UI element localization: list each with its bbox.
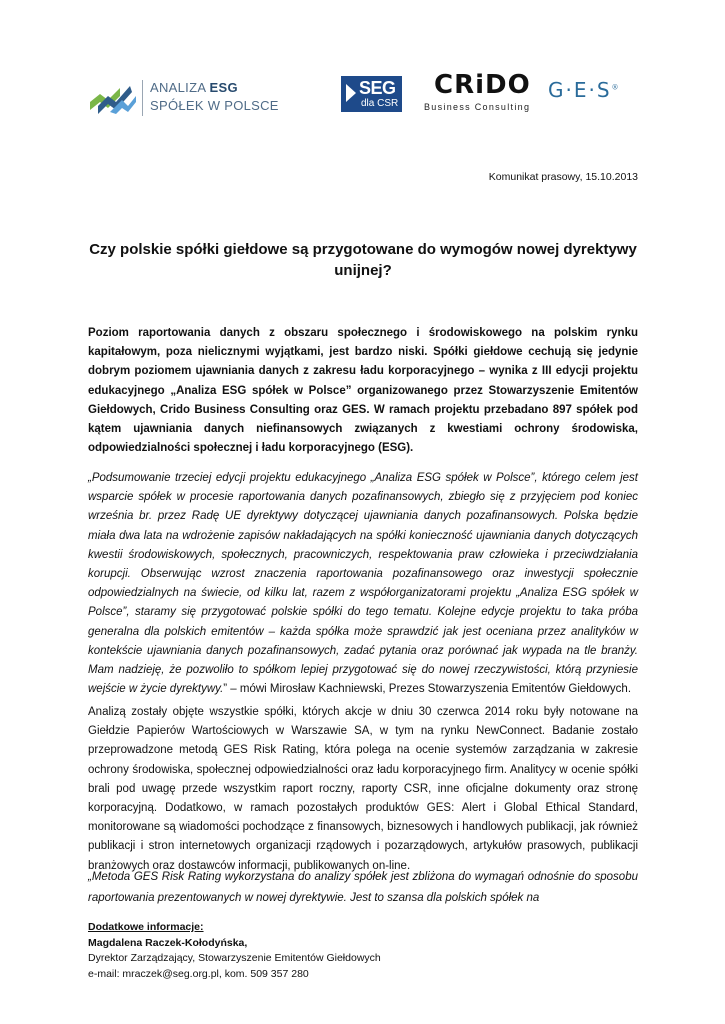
crido-logo-text: CRiDO	[434, 70, 531, 100]
seg-arrow-icon	[344, 82, 358, 104]
lead-paragraph: Poziom raportowania danych z obszaru społecznego i środowiskowego na polskim rynku kapitałowym, poza nielicznymi wyjątkami, jest bardzo niski. Spółki giełdowe cechują się jedynie dobrym poziomem ujawniania danych z zakresu ładu korporacyjnego – wynika z III edycji projektu edukacyjnego „Analiza ESG spółek w Polsce” organizowanego przez Stowarzyszenie Emitentów Giełdowych, Crido Business Consulting oraz GES. W ramach projektu przebadano 897 spółek pod kątem ujawniania danych niefinansowych związanych z kwestiami ochrony środowiska, odpowiedzialności społecznej i ładu korporacyjnego (ESG).	[88, 327, 638, 455]
analiza-esg-logo	[90, 78, 279, 118]
seg-logo-subtext: dla CSR	[361, 98, 399, 109]
crido-logo-subtext: Business Consulting	[424, 102, 531, 112]
esg-chart-icon	[90, 82, 136, 114]
contact-heading: Dodatkowe informacje:	[88, 921, 204, 933]
crido-logo	[424, 72, 534, 116]
quote-paragraph: „Podsumowanie trzeciej edycji projektu edukacyjnego „Analiza ESG spółek w Polsce”, którego celem jest wsparcie spółek w procesie raportowania danych pozafinansowych, zbiegło się z przyjęciem pod koniec września br. przez Radę UE dyrektywy dotyczącej ujawniania danych pozafinansowych. Polska będzie miała dwa lata na wdrożenie zapisów nakładających na spółki konieczność ujawniania danych dotyczących kwestii środowiskowych, społecznych, pracowniczych, respektowania praw człowieka i przeciwdziałania korupcji. Obserwując wzrost znaczenia raportowania pozafinansowego oraz inwestycji społecznie odpowiedzialnych na świecie, od kilku lat, razem z współorganizatorami projektu „Analiza ESG spółek w Polsce”, staramy się przygotować polskie spółki do tego tematu. Kolejne edycje projektu to taka próba generalna dla polskich emitentów – każda spółka może sprawdzić jak jest oceniana przez analityków w kontekście ujawniania danych pozafinansowych, zadać pytania oraz porównać jak wypada na tle branży. Mam nadzieję, że pozwoliło to spółkom lepiej przygotować się do nowej rzeczywistości, którą przyniesie wejście w życie dyrektywy.” – mówi Mirosław Kachniewski, Prezes Stowarzyszenia Emitentów Giełdowych.	[88, 472, 638, 696]
logo-esg-line1: ANALIZA ESG	[150, 80, 238, 95]
seg-logo-text: SEG	[359, 78, 396, 98]
logo-bar	[0, 70, 725, 120]
contact-name: Magdalena Raczek-Kołodyńska,	[88, 936, 248, 949]
press-release-date: Komunikat prasowy, 15.10.2013	[488, 171, 638, 183]
second-quote-paragraph: „Metoda GES Risk Rating wykorzystana do analizy spółek jest zbliżona do wymagań odnośnie do sposobu raportowania prezentowanych w nowej dyrektywie. Jest to szansa dla polskich spółek na	[88, 871, 638, 904]
logo-divider	[142, 80, 143, 116]
document-title: Czy polskie spółki giełdowe są przygotowane do wymogów nowej dyrektywy unijnej?	[89, 241, 637, 279]
logo-esg-line2: SPÓŁEK W POLSCE	[150, 98, 279, 113]
ges-logo: G·E·S®	[548, 78, 621, 102]
contact-block	[88, 920, 381, 982]
contact-email[interactable]: e-mail: mraczek@seg.org.pl, kom. 509 357 280	[88, 967, 309, 980]
contact-role: Dyrektor Zarządzający, Stowarzyszenie Emitentów Giełdowych	[88, 952, 381, 965]
seg-logo	[341, 76, 402, 112]
body-paragraph: Analizą zostały objęte wszystkie spółki, których akcje w dniu 30 czerwca 2014 roku były notowane na Giełdzie Papierów Wartościowych w Warszawie SA, w tym na rynku NewConnect. Badanie zostało przeprowadzone metodą GES Risk Rating, która polega na ocenie systemów zarządzania w zakresie ochrony środowiska, społecznej odpowiedzialności oraz ładu korporacyjnego firm. Analitycy w ocenie spółki brali pod uwagę przede wszystkim raport roczny, raporty CSR, inne oficjalne dokumenty oraz stronę korporacyjną. Dodatkowo, w ramach pozostałych produktów GES: Alert i Global Ethical Standard, monitorowane są wiadomości pochodzące z finansowych, biznesowych i handlowych publikacji, jak również publikacji i stron internetowych organizacji rządowych i pozarządowych, artykułów prasowych, publikacji branżowych oraz dostawców informacji, publikowanych on-line.	[88, 706, 638, 872]
